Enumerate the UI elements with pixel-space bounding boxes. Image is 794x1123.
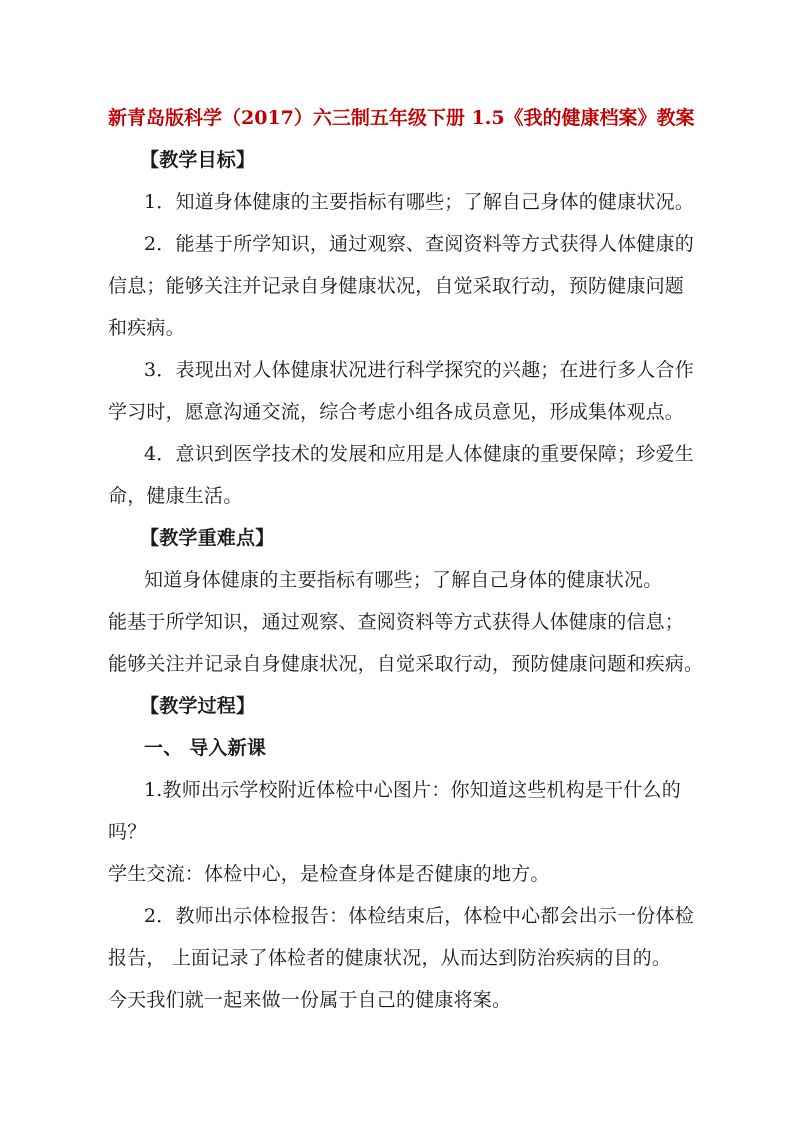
process-heading: 【教学过程】 — [140, 695, 256, 717]
objective-item-3-line-1: 3．表现出对人体健康状况进行科学探究的兴趣；在进行多人合作 — [144, 359, 694, 381]
process-line-3: 学生交流：体检中心，是检查身体是否健康的地方。 — [108, 863, 550, 885]
objective-item-2-line-3: 和疾病。 — [108, 317, 185, 339]
process-line-2: 吗？ — [108, 821, 147, 843]
objective-item-4-line-2: 命，健康生活。 — [108, 485, 243, 507]
key-point-line-1: 知道身体健康的主要指标有哪些；了解自己身体的健康状况。 — [144, 569, 663, 591]
process-line-5: 报告， 上面记录了体检者的健康状况，从而达到防治疾病的目的。 — [108, 947, 672, 969]
objective-item-2-line-1: 2．能基于所学知识，通过观察、查阅资料等方式获得人体健康的 — [144, 233, 694, 255]
process-subheading: 一、 导入新课 — [144, 737, 267, 759]
key-point-line-2: 能基于所学知识，通过观察、查阅资料等方式获得人体健康的信息； — [108, 611, 685, 633]
key-point-line-3: 能够关注并记录自身健康状况，自觉采取行动，预防健康问题和疾病。 — [108, 653, 704, 675]
objective-item-2-line-2: 信息；能够关注并记录自身健康状况，自觉采取行动，预防健康问题 — [108, 275, 685, 297]
objective-item-1: 1．知道身体健康的主要指标有哪些；了解自己身体的健康状况。 — [144, 191, 694, 213]
document-title: 新青岛版科学（2017）六三制五年级下册 1.5《我的健康档案》教案 — [108, 107, 695, 129]
process-line-6: 今天我们就一起来做一份属于自己的健康将案。 — [108, 989, 512, 1011]
objective-item-4-line-1: 4．意识到医学技术的发展和应用是人体健康的重要保障；珍爱生 — [144, 443, 694, 465]
objectives-heading: 【教学目标】 — [140, 149, 256, 171]
objective-item-3-line-2: 学习时，愿意沟通交流，综合考虑小组各成员意见，形成集体观点。 — [108, 401, 685, 423]
process-line-4: 2．教师出示体检报告：体检结束后，体检中心都会出示一份体检 — [144, 905, 694, 927]
key-points-heading: 【教学重难点】 — [140, 527, 275, 549]
process-line-1: 1.教师出示学校附近体检中心图片：你知道这些机构是干什么的 — [144, 779, 681, 801]
